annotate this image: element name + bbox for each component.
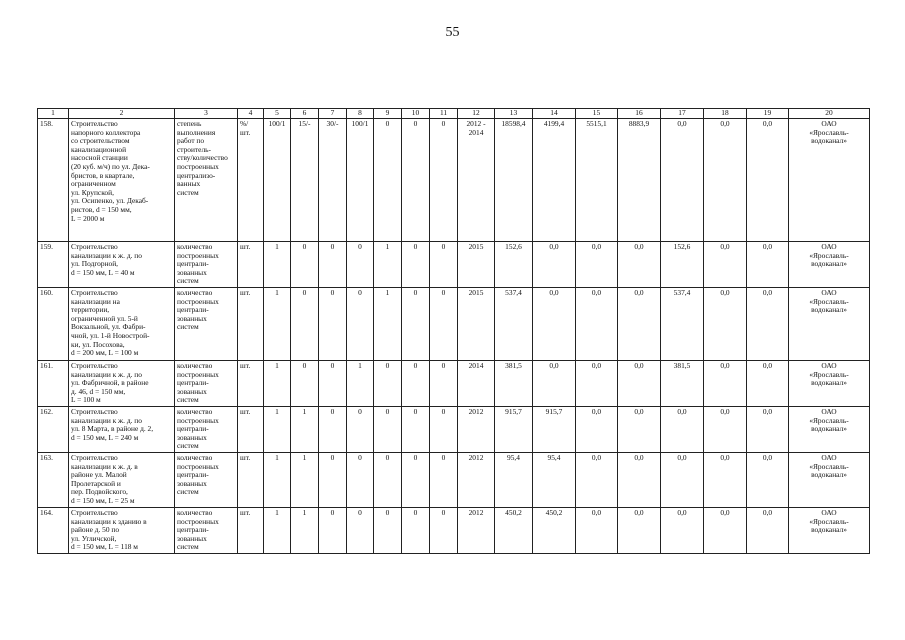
value-col-10: 0 xyxy=(402,453,430,508)
amount-col-15: 0,0 xyxy=(576,508,618,554)
measure-name: Строительство канализации к ж. д. по ул. Подгорной, d = 150 мм, L = 40 м xyxy=(69,242,175,288)
row-number: 160. xyxy=(38,288,69,361)
table-row xyxy=(38,288,870,361)
measure-name: Строительство канализации к зданию в районе д. 50 по ул. Угличской, d = 150 мм, L = 118 м xyxy=(69,508,175,554)
value-col-8: 0 xyxy=(347,453,374,508)
amount-col-16: 0,0 xyxy=(618,508,661,554)
amount-col-18: 0,0 xyxy=(704,361,747,407)
value-col-5: 1 xyxy=(264,242,291,288)
amount-col-19: 0,0 xyxy=(747,242,789,288)
value-col-6: 0 xyxy=(291,242,319,288)
column-number: 10 xyxy=(402,109,430,119)
value-col-10: 0 xyxy=(402,407,430,453)
amount-col-16: 0,0 xyxy=(618,407,661,453)
executor: ОАО «Ярославль- водоканал» xyxy=(789,508,870,554)
amount-col-19: 0,0 xyxy=(747,508,789,554)
measure-name: Строительство канализации к ж. д. по ул. Фабричной, в районе д. 46, d = 150 мм, L = 100 м xyxy=(69,361,175,407)
indicator-name: количество построенных централи- зованных систем xyxy=(175,361,238,407)
amount-col-18: 0,0 xyxy=(704,407,747,453)
column-number: 12 xyxy=(458,109,495,119)
table-row xyxy=(38,407,870,453)
value-col-8: 100/1 xyxy=(347,119,374,242)
column-number: 3 xyxy=(175,109,238,119)
unit: шт. xyxy=(238,242,264,288)
column-number: 15 xyxy=(576,109,618,119)
amount-col-17: 152,6 xyxy=(661,242,704,288)
measure-name: Строительство канализации к ж. д. по ул. 8 Марта, в районе д. 2, d = 150 мм, L = 240 м xyxy=(69,407,175,453)
total-amount: 537,4 xyxy=(495,288,533,361)
amount-col-19: 0,0 xyxy=(747,361,789,407)
value-col-11: 0 xyxy=(430,407,458,453)
measure-name: Строительство напорного коллектора со строительством канализационной насосной станции (20 куб. м/ч) по ул. Дека- бристов, в квартале, ограниченном ул. Крупской, ул. Осипенко, ул. Декаб- ристов, d = 150 мм, L = 2000 м xyxy=(69,119,175,242)
value-col-10: 0 xyxy=(402,508,430,554)
column-number: 1 xyxy=(38,109,69,119)
program-table xyxy=(37,108,870,554)
amount-col-17: 0,0 xyxy=(661,508,704,554)
amount-col-15: 0,0 xyxy=(576,407,618,453)
value-col-5: 1 xyxy=(264,508,291,554)
value-col-11: 0 xyxy=(430,119,458,242)
value-col-9: 0 xyxy=(374,508,402,554)
value-col-6: 0 xyxy=(291,288,319,361)
value-col-5: 1 xyxy=(264,407,291,453)
table-row xyxy=(38,119,870,242)
period: 2015 xyxy=(458,288,495,361)
amount-col-19: 0,0 xyxy=(747,453,789,508)
value-col-7: 0 xyxy=(319,407,347,453)
total-amount: 450,2 xyxy=(495,508,533,554)
total-amount: 152,6 xyxy=(495,242,533,288)
column-number: 8 xyxy=(347,109,374,119)
column-number: 17 xyxy=(661,109,704,119)
measure-name: Строительство канализации к ж. д. в районе ул. Малой Пролетарской и пер. Подвойского, d = 150 мм, L = 25 м xyxy=(69,453,175,508)
column-number: 11 xyxy=(430,109,458,119)
amount-col-19: 0,0 xyxy=(747,407,789,453)
amount-col-16: 8883,9 xyxy=(618,119,661,242)
amount-col-17: 537,4 xyxy=(661,288,704,361)
value-col-5: 1 xyxy=(264,453,291,508)
value-col-7: 30/- xyxy=(319,119,347,242)
amount-col-17: 0,0 xyxy=(661,407,704,453)
value-col-10: 0 xyxy=(402,242,430,288)
table-row xyxy=(38,453,870,508)
amount-col-17: 381,5 xyxy=(661,361,704,407)
total-amount: 381,5 xyxy=(495,361,533,407)
value-col-9: 0 xyxy=(374,407,402,453)
value-col-11: 0 xyxy=(430,288,458,361)
indicator-name: количество построенных централи- зованных систем xyxy=(175,242,238,288)
row-number: 163. xyxy=(38,453,69,508)
indicator-name: количество построенных централи- зованных систем xyxy=(175,288,238,361)
period: 2012 xyxy=(458,508,495,554)
period: 2012 xyxy=(458,407,495,453)
amount-col-16: 0,0 xyxy=(618,242,661,288)
value-col-10: 0 xyxy=(402,361,430,407)
value-col-5: 1 xyxy=(264,288,291,361)
amount-col-19: 0,0 xyxy=(747,119,789,242)
column-number: 4 xyxy=(238,109,264,119)
value-col-8: 0 xyxy=(347,508,374,554)
value-col-8: 1 xyxy=(347,361,374,407)
amount-col-14: 95,4 xyxy=(533,453,576,508)
value-col-5: 1 xyxy=(264,361,291,407)
column-number: 7 xyxy=(319,109,347,119)
column-number: 18 xyxy=(704,109,747,119)
total-amount: 95,4 xyxy=(495,453,533,508)
value-col-7: 0 xyxy=(319,361,347,407)
unit: шт. xyxy=(238,453,264,508)
amount-col-15: 0,0 xyxy=(576,361,618,407)
executor: ОАО «Ярославль- водоканал» xyxy=(789,119,870,242)
column-number: 19 xyxy=(747,109,789,119)
amount-col-17: 0,0 xyxy=(661,453,704,508)
unit: шт. xyxy=(238,288,264,361)
row-number: 162. xyxy=(38,407,69,453)
unit: шт. xyxy=(238,407,264,453)
value-col-7: 0 xyxy=(319,508,347,554)
page-number: 55 xyxy=(445,25,460,40)
row-number: 164. xyxy=(38,508,69,554)
total-amount: 915,7 xyxy=(495,407,533,453)
amount-col-19: 0,0 xyxy=(747,288,789,361)
value-col-11: 0 xyxy=(430,242,458,288)
value-col-7: 0 xyxy=(319,242,347,288)
amount-col-18: 0,0 xyxy=(704,508,747,554)
value-col-6: 15/- xyxy=(291,119,319,242)
column-number: 16 xyxy=(618,109,661,119)
amount-col-14: 450,2 xyxy=(533,508,576,554)
period: 2014 xyxy=(458,361,495,407)
total-amount: 18598,4 xyxy=(495,119,533,242)
value-col-9: 0 xyxy=(374,453,402,508)
row-number: 158. xyxy=(38,119,69,242)
value-col-8: 0 xyxy=(347,407,374,453)
table-row xyxy=(38,508,870,554)
column-number-row xyxy=(38,109,870,119)
value-col-6: 1 xyxy=(291,407,319,453)
value-col-11: 0 xyxy=(430,453,458,508)
column-number: 9 xyxy=(374,109,402,119)
amount-col-18: 0,0 xyxy=(704,119,747,242)
row-number: 159. xyxy=(38,242,69,288)
value-col-9: 1 xyxy=(374,242,402,288)
value-col-6: 1 xyxy=(291,508,319,554)
amount-col-17: 0,0 xyxy=(661,119,704,242)
column-number: 2 xyxy=(69,109,175,119)
executor: ОАО «Ярославль- водоканал» xyxy=(789,407,870,453)
amount-col-16: 0,0 xyxy=(618,453,661,508)
unit: шт. xyxy=(238,361,264,407)
table-row xyxy=(38,361,870,407)
indicator-name: количество построенных централи- зованных систем xyxy=(175,453,238,508)
row-number: 161. xyxy=(38,361,69,407)
value-col-11: 0 xyxy=(430,361,458,407)
value-col-10: 0 xyxy=(402,288,430,361)
amount-col-16: 0,0 xyxy=(618,288,661,361)
value-col-5: 100/1 xyxy=(264,119,291,242)
value-col-8: 0 xyxy=(347,242,374,288)
amount-col-18: 0,0 xyxy=(704,453,747,508)
value-col-8: 0 xyxy=(347,288,374,361)
column-number: 5 xyxy=(264,109,291,119)
value-col-9: 0 xyxy=(374,119,402,242)
value-col-9: 0 xyxy=(374,361,402,407)
executor: ОАО «Ярославль- водоканал» xyxy=(789,288,870,361)
value-col-6: 1 xyxy=(291,453,319,508)
amount-col-18: 0,0 xyxy=(704,242,747,288)
amount-col-14: 4199,4 xyxy=(533,119,576,242)
value-col-6: 0 xyxy=(291,361,319,407)
amount-col-18: 0,0 xyxy=(704,288,747,361)
table-row xyxy=(38,242,870,288)
executor: ОАО «Ярославль- водоканал» xyxy=(789,453,870,508)
amount-col-15: 0,0 xyxy=(576,288,618,361)
column-number: 6 xyxy=(291,109,319,119)
value-col-7: 0 xyxy=(319,288,347,361)
amount-col-14: 0,0 xyxy=(533,242,576,288)
column-number: 20 xyxy=(789,109,870,119)
indicator-name: количество построенных централи- зованных систем xyxy=(175,407,238,453)
amount-col-15: 5515,1 xyxy=(576,119,618,242)
amount-col-14: 0,0 xyxy=(533,361,576,407)
value-col-7: 0 xyxy=(319,453,347,508)
amount-col-16: 0,0 xyxy=(618,361,661,407)
period: 2012 xyxy=(458,453,495,508)
indicator-name: количество построенных централи- зованных систем xyxy=(175,508,238,554)
amount-col-15: 0,0 xyxy=(576,242,618,288)
value-col-10: 0 xyxy=(402,119,430,242)
executor: ОАО «Ярославль- водоканал» xyxy=(789,361,870,407)
unit: шт. xyxy=(238,508,264,554)
amount-col-14: 915,7 xyxy=(533,407,576,453)
executor: ОАО «Ярославль- водоканал» xyxy=(789,242,870,288)
column-number: 14 xyxy=(533,109,576,119)
measure-name: Строительство канализации на территории, ограниченной ул. 5-й Вокзальной, ул. Фабри- чной, ул. 1-й Новострой- ки, ул. Посохова, d = 200 мм, L = 100 м xyxy=(69,288,175,361)
amount-col-14: 0,0 xyxy=(533,288,576,361)
value-col-11: 0 xyxy=(430,508,458,554)
unit: %/ шт. xyxy=(238,119,264,242)
indicator-name: степень выполнения работ по строитель- ству/количество построенных централизо- ванных систем xyxy=(175,119,238,242)
value-col-9: 1 xyxy=(374,288,402,361)
amount-col-15: 0,0 xyxy=(576,453,618,508)
period: 2015 xyxy=(458,242,495,288)
period: 2012 - 2014 xyxy=(458,119,495,242)
column-number: 13 xyxy=(495,109,533,119)
